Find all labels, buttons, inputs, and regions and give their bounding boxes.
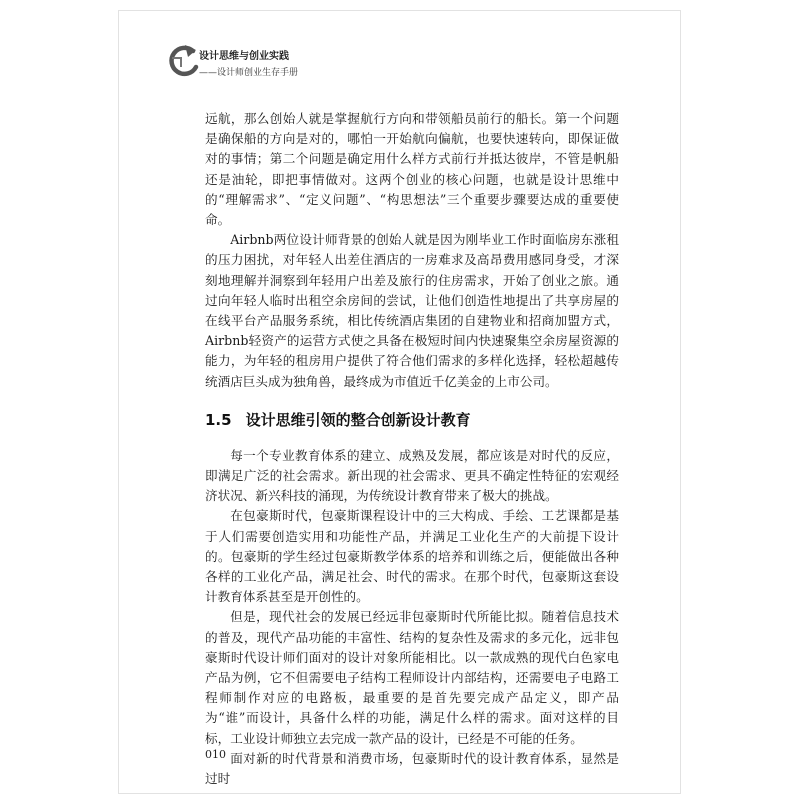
section-number: 1.5 [205, 410, 232, 429]
book-page [118, 10, 681, 794]
paragraph-6: 面对新的时代背景和消费市场，包豪斯时代的设计教育体系，显然是过时 [205, 750, 619, 787]
paragraph-1: 远航，那么创始人就是掌握航行方向和带领船员前行的船长。第一个问题是确保船的方向是对的，哪怕一开始航向偏航，也要快速转向，即保证做对的事情；第二个问题是确定用什么样方式前行并抵达彼岸，不管是帆船还是油轮，即把事情做对。这两个创业的核心问题，也就是设计思维中的“理解需求”、“定义问题”、“构思想法”三个重要步骤要达成的重要使命。 [205, 111, 619, 228]
paragraph-5: 但是，现代社会的发展已经远非包豪斯时代所能比拟。随着信息技术的普及，现代产品功能的丰富性、结构的复杂性及需求的多元化，远非包豪斯时代设计师们面对的设计对象所能相比。以一款成熟的现代白色家电产品为例，它不但需要电子结构工程师设计内部结构，还需要电子电路工程师制作对应的电路板，最重要的是首先要完成产品定义，即产品为“谁”而设计，具备什么样的功能，满足什么样的需求。面对这样的目标，工业设计师独立去完成一款产品的设计，已经是不可能的任务。 [205, 609, 619, 746]
paragraph-4: 在包豪斯时代，包豪斯课程设计中的三大构成、手绘、工艺课都是基于人们需要创造实用和功能性产品，并满足工业化生产的大前提下设计的。包豪斯的学生经过包豪斯教学体系的培养和训练之后，便能做出各种各样的工业化产品，满足社会、时代的需求。在那个时代，包豪斯这套设计教育体系甚至是开创性的。 [205, 508, 619, 605]
page-number: 010 [205, 748, 226, 761]
paragraph-2: Airbnb两位设计师背景的创始人就是因为刚毕业工作时面临房东涨租的压力困扰，对年轻人出差住酒店的一房难求及高昂费用感同身受，才深刻地理解并洞察到年轻用户出差及旅行的住房需求，开始了创业之旅。通过向年轻人临时出租空余房间的尝试，让他们创造性地提出了共享房屋的在线平台产品服务系统，相比传统酒店集团的自建物业和招商加盟方式，Airbnb轻资产的运营方式使之具备在极短时间内快速聚集空余房屋资源的能力，为年轻的租房用户提供了符合他们需求的多样化选择，轻松超越传统酒店巨头成为独角兽，最终成为市值近千亿美金的上市公司。 [205, 232, 619, 389]
section-title: 设计思维引领的整合创新设计教育 [245, 410, 471, 429]
section-heading [205, 409, 619, 430]
book-title: 设计思维与创业实践 [199, 51, 289, 62]
body-text [205, 109, 619, 789]
running-header [163, 41, 363, 91]
circular-arrow-logo-icon [163, 41, 203, 81]
paragraph-3: 每一个专业教育体系的建立、成熟及发展，都应该是对时代的反应，即满足广泛的社会需求。新出现的社会需求、更具不确定性特征的宏观经济状况、新兴科技的涌现，为传统设计教育带来了极大的挑战。 [205, 447, 619, 504]
book-subtitle: ——设计师创业生存手册 [199, 68, 299, 78]
